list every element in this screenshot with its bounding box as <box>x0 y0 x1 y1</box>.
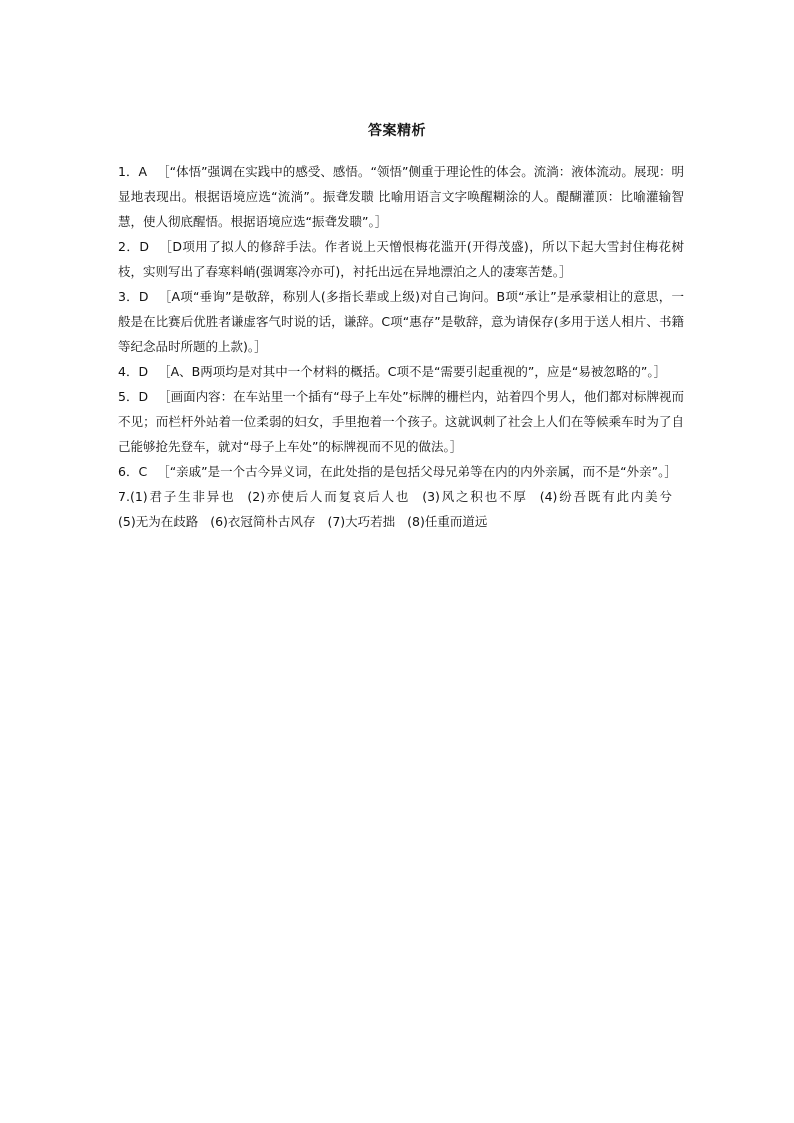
answer-item-4 <box>118 359 684 384</box>
answer-number: 1．A <box>118 164 148 179</box>
fill-in-answer: (4)纷吾既有此内美兮 <box>539 489 672 504</box>
fill-in-answer: (6)衣冠简朴古风存 <box>210 514 316 529</box>
fill-in-answer: (3)风之积也不厚 <box>422 489 528 504</box>
answer-list <box>118 159 684 534</box>
answer-number: 6．C <box>118 464 148 479</box>
page-title: 答案精析 <box>368 123 426 139</box>
answer-explanation: ［A、B两项均是对其中一个材料的概括。C项不是“需要引起重视的”，应是“易被忽略的”。］ <box>158 364 667 379</box>
answer-item-1 <box>118 159 684 234</box>
fill-in-answer: (8)任重而道远 <box>407 514 488 529</box>
answer-item-3 <box>118 284 684 359</box>
answer-explanation: ［D项用了拟人的修辞手法。作者说上天憎恨梅花滥开(开得茂盛)，所以下起大雪封住梅花树枝，实则写出了春寒料峭(强调寒冷亦可)，衬托出远在异地漂泊之人的凄寒苦楚。］ <box>118 239 684 279</box>
answer-number: 7. <box>118 489 130 504</box>
answer-explanation: ［“亲戚”是一个古今异义词，在此处指的是包括父母兄弟等在内的内外亲属，而不是“外亲”。］ <box>157 464 677 479</box>
fill-in-answer: (5)无为在歧路 <box>118 514 199 529</box>
answer-number: 3．D <box>118 289 149 304</box>
answer-item-6 <box>118 459 684 484</box>
fill-in-answer: (1)君子生非异也 <box>129 489 236 504</box>
answer-explanation: ［A项“垂询”是敬辞，称别人(多指长辈或上级)对自己询问。B项“承让”是承蒙相让的意思，一般是在比赛后优胜者谦虚客气时说的话，谦辞。C项“惠存”是敬辞，意为请保存(多用于送人相片、书籍等纪念品时所题的上款)。］ <box>118 289 684 354</box>
answer-number: 5．D <box>118 389 149 404</box>
answer-number: 2．D <box>118 239 149 254</box>
answer-number: 4．D <box>118 364 149 379</box>
answer-item-2 <box>118 234 684 284</box>
answer-explanation: ［“体悟”强调在实践中的感受、感悟。“领悟”侧重于理论性的体会。流淌：液体流动。展现：明显地表现出。根据语境应选“流淌”。振聋发聩 比喻用语言文字唤醒糊涂的人。醍醐灌顶：比喻灌输智慧，使人彻底醒悟。根据语境应选“振聋发聩”。］ <box>118 164 684 229</box>
fill-in-answer: (2)亦使后人而复哀后人也 <box>247 489 411 504</box>
fill-in-answer: (7)大巧若拙 <box>327 514 396 529</box>
answer-item-5 <box>118 384 684 459</box>
answer-explanation: ［画面内容：在车站里一个插有“母子上车处”标牌的栅栏内，站着四个男人，他们都对标牌视而不见；而栏杆外站着一位柔弱的妇女，手里抱着一个孩子。这就讽刺了社会上人们在等候乘车时为了自己能够抢先登车，就对“母子上车处”的标牌视而不见的做法。］ <box>118 389 684 454</box>
answer-item-7 <box>118 484 684 534</box>
